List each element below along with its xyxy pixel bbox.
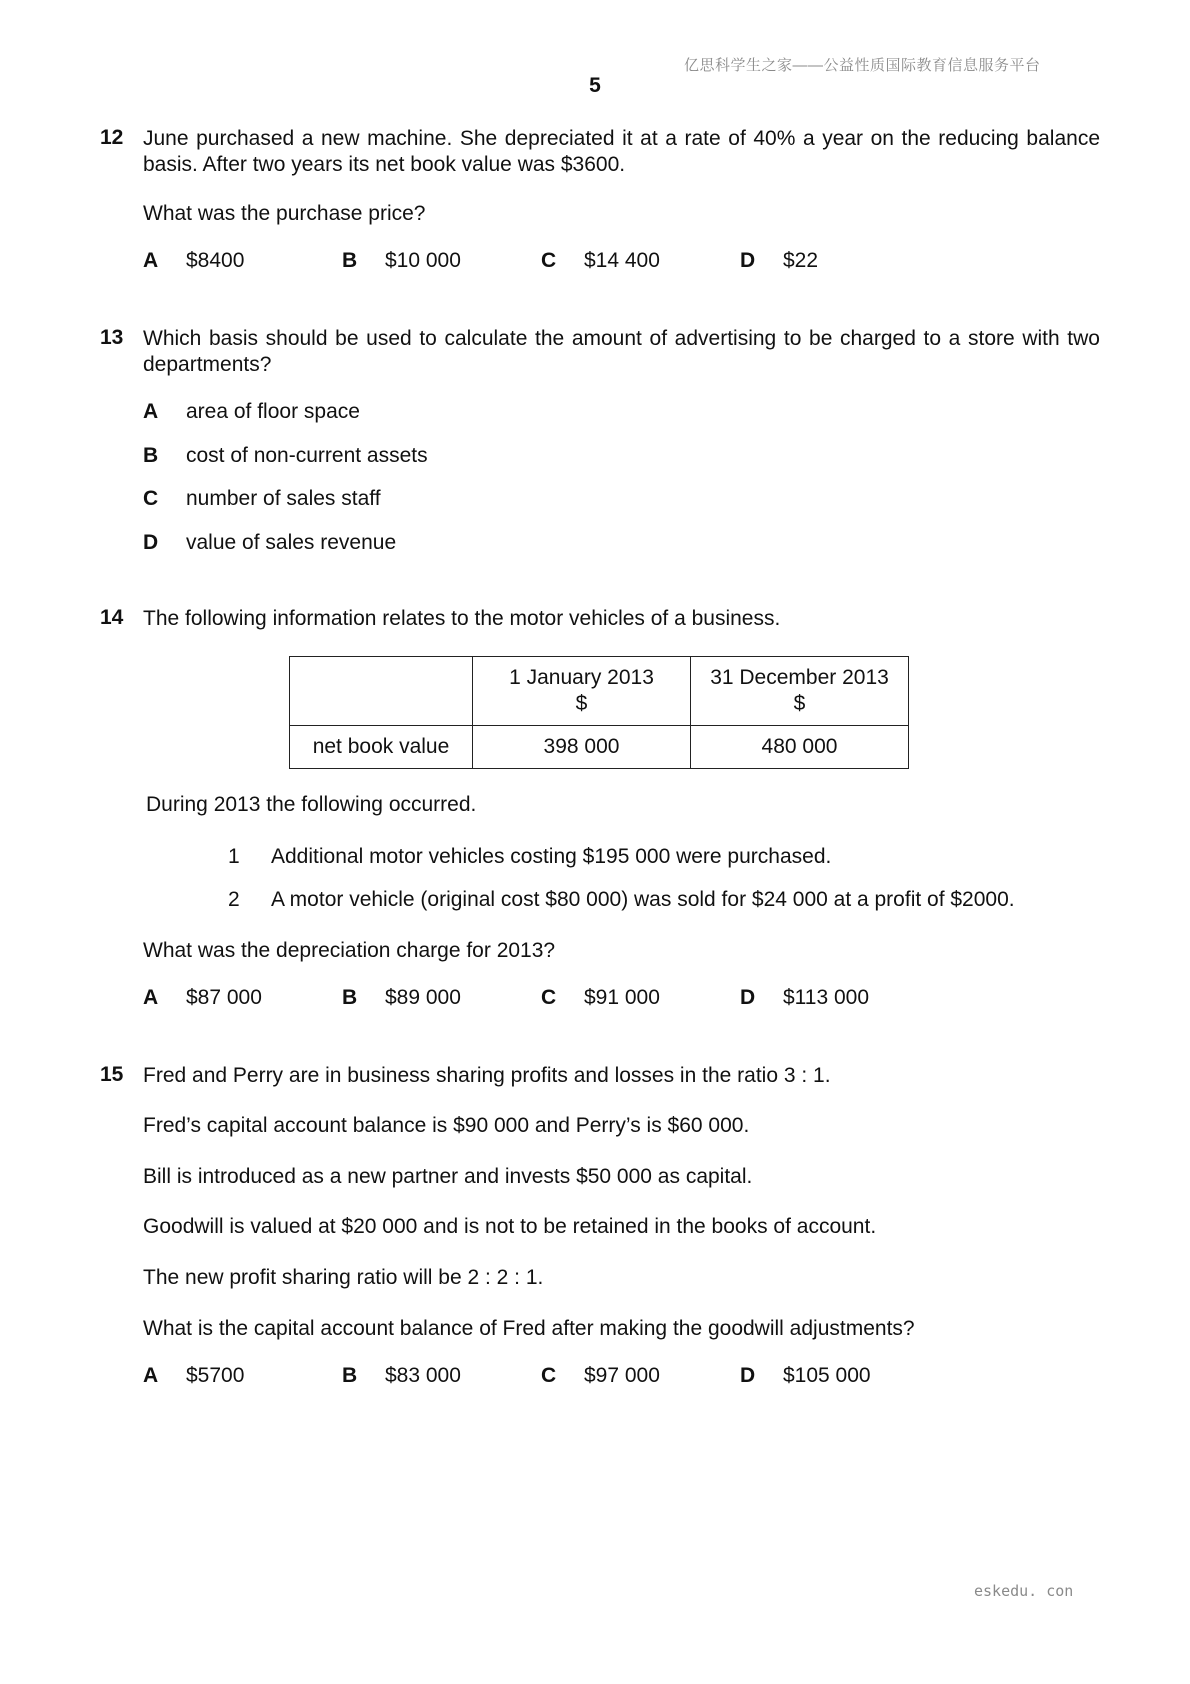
option-letter: B [342, 986, 358, 1009]
list-item [228, 845, 831, 869]
option-c[interactable] [541, 986, 660, 1010]
option-text: cost of non-current assets [186, 444, 428, 467]
option-letter: B [342, 1364, 358, 1387]
item-number: 2 [228, 888, 240, 911]
option-b[interactable] [143, 444, 428, 468]
option-b[interactable] [342, 1364, 461, 1388]
option-letter: B [143, 444, 159, 467]
option-text: area of floor space [186, 400, 360, 423]
option-text: number of sales staff [186, 487, 381, 510]
option-letter: A [143, 986, 159, 1009]
option-text: value of sales revenue [186, 531, 397, 554]
option-text: $5700 [186, 1364, 245, 1387]
cell-value: 398 000 [473, 726, 691, 769]
option-c[interactable] [541, 1364, 660, 1388]
option-letter: D [740, 986, 756, 1009]
option-letter: C [541, 1364, 557, 1387]
option-text: $14 400 [584, 249, 660, 272]
option-letter: B [342, 249, 358, 272]
question-number: 14 [100, 606, 124, 629]
table-corner-cell [290, 657, 473, 726]
option-d[interactable] [740, 1364, 871, 1388]
option-text: $8400 [186, 249, 245, 272]
option-text: $89 000 [385, 986, 461, 1009]
table-header-1-january-2013 [473, 657, 691, 726]
question-stem: The following information relates to the motor vehicles of a business. [143, 607, 781, 630]
option-letter: C [541, 249, 557, 272]
table-header-31-december-2013 [691, 657, 909, 726]
question-number: 13 [100, 326, 124, 349]
option-text: $83 000 [385, 1364, 461, 1387]
question-13 [100, 326, 1100, 378]
question-number: 12 [100, 126, 124, 149]
question-number: 15 [100, 1063, 124, 1086]
option-a[interactable] [143, 986, 262, 1010]
item-text: Additional motor vehicles costing $195 000 were purchased. [271, 845, 832, 868]
row-label-net-book-value: net book value [290, 726, 473, 769]
option-b[interactable] [342, 986, 461, 1010]
header-unit: $ [575, 692, 588, 715]
header-unit: $ [793, 692, 806, 715]
question-14 [100, 606, 1100, 632]
motor-vehicles-table [289, 656, 909, 769]
question-line: The new profit sharing ratio will be 2 : 2 : 1. [143, 1266, 544, 1289]
list-item [228, 888, 1015, 912]
footer-site-text: eskedu. con [974, 1582, 1074, 1600]
cell-value: 480 000 [691, 726, 909, 769]
option-letter: D [740, 1364, 756, 1387]
option-letter: C [541, 986, 557, 1009]
option-b[interactable] [342, 249, 461, 273]
option-text: $113 000 [783, 986, 870, 1009]
option-letter: A [143, 1364, 159, 1387]
option-d[interactable] [740, 986, 869, 1010]
page-number: 5 [589, 74, 601, 97]
option-text: $97 000 [584, 1364, 660, 1387]
question-15 [100, 1063, 1100, 1089]
question-stem: June purchased a new machine. She depreciated it at a rate of 40% a year on the reducing balance basis. After two years its net book value was $3600. [143, 127, 1100, 176]
option-letter: A [143, 400, 159, 423]
option-d[interactable] [740, 249, 818, 273]
question-line: Fred and Perry are in business sharing profits and losses in the ratio 3 : 1. [143, 1064, 831, 1087]
option-a[interactable] [143, 249, 244, 273]
option-letter: D [740, 249, 756, 272]
option-a[interactable] [143, 1364, 244, 1388]
watermark-text: 亿思科学生之家——公益性质国际教育信息服务平台 [684, 57, 1041, 74]
option-text: $10 000 [385, 249, 461, 272]
question-12 [100, 126, 1100, 178]
option-text: $91 000 [584, 986, 660, 1009]
option-letter: D [143, 531, 159, 554]
question-line: Fred’s capital account balance is $90 000 and Perry’s is $60 000. [143, 1114, 750, 1137]
question-prompt: What was the depreciation charge for 2013? [143, 939, 556, 962]
option-c[interactable] [541, 249, 660, 273]
header-date: 31 December 2013 [710, 666, 889, 689]
option-letter: C [143, 487, 159, 510]
question-line: Goodwill is valued at $20 000 and is not to be retained in the books of account. [143, 1215, 877, 1238]
option-d[interactable] [143, 531, 396, 555]
option-text: $22 [783, 249, 819, 272]
question-prompt: What is the capital account balance of Fred after making the goodwill adjustments? [143, 1317, 915, 1340]
item-text: A motor vehicle (original cost $80 000) was sold for $24 000 at a profit of $2000. [271, 888, 1015, 911]
option-letter: A [143, 249, 159, 272]
question-line: Bill is introduced as a new partner and invests $50 000 as capital. [143, 1165, 753, 1188]
header-date: 1 January 2013 [509, 666, 654, 689]
question-prompt: What was the purchase price? [143, 202, 426, 225]
option-c[interactable] [143, 487, 381, 511]
item-number: 1 [228, 845, 240, 868]
question-stem: Which basis should be used to calculate the amount of advertising to be charged to a store with two departments? [143, 327, 1100, 376]
option-text: $87 000 [186, 986, 262, 1009]
option-text: $105 000 [783, 1364, 871, 1387]
question-intro: During 2013 the following occurred. [146, 793, 477, 816]
option-a[interactable] [143, 400, 360, 424]
